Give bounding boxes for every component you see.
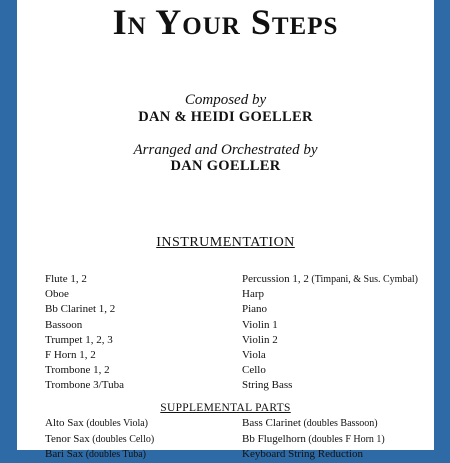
instrument-item <box>242 348 418 363</box>
page-title: In Your Steps <box>112 2 339 42</box>
composers-name: DAN & HEIDI GOELLER <box>138 109 313 125</box>
supplemental-item <box>45 416 154 432</box>
instrument-name: String Bass <box>242 379 293 392</box>
score-cover-page <box>17 0 434 460</box>
instrument-name: Percussion 1, 2 <box>242 273 309 285</box>
instrument-item <box>242 272 418 287</box>
instrument-name: Tenor Sax <box>45 432 90 445</box>
supplemental-item <box>45 447 154 463</box>
supplemental-left-list <box>45 416 154 463</box>
instrument-name: Bass Clarinet <box>242 417 301 429</box>
instrument-item <box>242 378 418 393</box>
supplemental-right-list <box>242 416 385 463</box>
instrument-item: Trombone 3/Tuba <box>45 379 124 392</box>
instrument-item <box>242 302 418 317</box>
instrument-item: Trumpet 1, 2, 3 <box>45 333 113 346</box>
instrument-name: Keyboard String Reduction <box>242 448 363 460</box>
instrument-item <box>242 363 418 378</box>
supplemental-item <box>242 416 385 432</box>
arranged-by-label: Arranged and Orchestrated by <box>133 142 318 158</box>
instrument-name: Alto Sax <box>45 417 84 429</box>
instrument-note: (doubles Viola) <box>83 418 149 429</box>
instrument-item <box>242 318 418 333</box>
instrument-note: (doubles Bassoon) <box>300 418 378 429</box>
instrument-item: Oboe <box>45 288 69 301</box>
instrument-note: (doubles Tuba) <box>83 449 146 460</box>
instrument-item <box>242 287 418 302</box>
instrument-item: Bassoon <box>45 318 83 331</box>
instrument-note: (Timpani, & Sus. Cymbal) <box>308 274 419 285</box>
instrumentation-left-list <box>45 272 124 394</box>
instrument-name: Violin 2 <box>242 333 278 346</box>
instrument-name: Harp <box>242 288 264 301</box>
instrument-name: Bari Sax <box>45 448 84 460</box>
instrument-item: Flute 1, 2 <box>45 273 87 285</box>
instrument-item: Trombone 1, 2 <box>45 364 110 377</box>
instrument-item: F Horn 1, 2 <box>45 348 96 361</box>
instrument-note: (doubles Cello) <box>89 433 155 445</box>
instrument-name: Bb Flugelhorn <box>242 432 306 445</box>
supplemental-parts-heading: SUPPLEMENTAL PARTS <box>160 402 291 414</box>
supplemental-item <box>242 432 385 448</box>
instrument-item: Bb Clarinet 1, 2 <box>45 303 116 316</box>
instrument-name: Viola <box>242 348 266 361</box>
instrument-item <box>242 333 418 348</box>
instrument-note: (doubles F Horn 1) <box>305 433 385 445</box>
instrument-name: Piano <box>242 303 268 316</box>
supplemental-item <box>45 432 154 448</box>
composed-by-label: Composed by <box>184 92 267 108</box>
instrumentation-right-list <box>242 272 418 394</box>
supplemental-item <box>242 447 385 463</box>
instrumentation-heading: INSTRUMENTATION <box>156 235 295 250</box>
instrument-name: Cello <box>242 364 266 377</box>
arranger-name: DAN GOELLER <box>170 158 281 174</box>
instrument-name: Violin 1 <box>242 318 278 331</box>
